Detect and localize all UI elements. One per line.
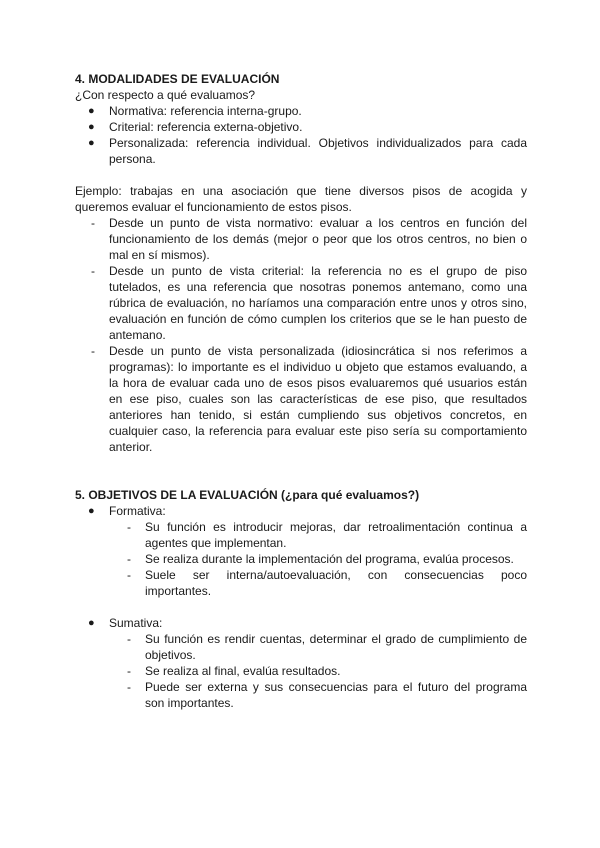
list-item: ● Normativa: referencia interna-grupo. xyxy=(88,104,302,118)
bullet-icon: ● xyxy=(88,505,95,517)
section-5-title: 5. OBJETIVOS DE LA EVALUACIÓN (¿para qué evaluamos?) xyxy=(75,488,420,502)
list-item xyxy=(75,503,527,519)
objetivos-list xyxy=(75,503,527,519)
list-item: - Su función es introducir mejoras, dar retroalimentación continua a agentes que implementan. xyxy=(127,520,527,550)
list-item: - Su función es rendir cuentas, determinar el grado de cumplimiento de objetivos. xyxy=(127,632,527,662)
sumativa-label: Sumativa: xyxy=(109,616,163,630)
dash-icon: - xyxy=(127,632,131,646)
list-item: ● Personalizada: referencia individual. Objetivos individualizados para cada persona. xyxy=(88,136,527,166)
section-4-question: ¿Con respecto a qué evaluamos? xyxy=(75,88,256,102)
dash-icon: - xyxy=(91,344,95,358)
section-4 xyxy=(75,71,527,455)
bullet-icon: ● xyxy=(88,137,95,149)
bullet-icon: ● xyxy=(88,105,95,117)
list-item: - Desde un punto de vista criterial: la referencia no es el grupo de piso tutelados, es una referencia que nosotras ponemos antemano, como una rúbrica de evaluación, no haríamos una comparación entre unos y otros sino, evaluación en función de cómo cumplen los criterios que se le han puesto de antemano. xyxy=(91,264,527,342)
bullet-icon: ● xyxy=(88,617,95,629)
dash-icon: - xyxy=(127,520,131,534)
example-intro: Ejemplo: trabajas en una asociación que tiene diversos pisos de acogida y queremos evaluar el funcionamiento de estos pisos. xyxy=(75,184,527,214)
example-list xyxy=(75,215,527,455)
list-item: - Se realiza durante la implementación del programa, evalúa procesos. xyxy=(127,552,514,566)
section-5 xyxy=(75,487,527,711)
list-item: ● Criterial: referencia externa-objetivo. xyxy=(88,120,303,134)
bullet-icon: ● xyxy=(88,121,95,133)
modalidades-list xyxy=(75,103,527,167)
list-item xyxy=(75,615,527,631)
formativa-label: Formativa: xyxy=(109,504,166,518)
objetivos-list-2 xyxy=(75,615,527,631)
list-item: - Desde un punto de vista normativo: evaluar a los centros en función del funcionamiento de los demás (mejor o peor que los otros centros, no bien o mal en sí mismos). xyxy=(91,216,527,262)
list-item: - Puede ser externa y sus consecuencias para el futuro del programa son importantes. xyxy=(127,680,527,710)
dash-icon: - xyxy=(127,664,131,678)
dash-icon: - xyxy=(91,264,95,278)
dash-icon: - xyxy=(127,680,131,694)
list-item: - Suele ser interna/autoevaluación, con consecuencias poco importantes. xyxy=(127,568,527,598)
dash-icon: - xyxy=(127,552,131,566)
dash-icon: - xyxy=(91,216,95,230)
list-item: - Se realiza al final, evalúa resultados. xyxy=(127,664,341,678)
dash-icon: - xyxy=(127,568,131,582)
formativa-sublist xyxy=(75,519,527,599)
section-4-title: 4. MODALIDADES DE EVALUACIÓN xyxy=(75,72,280,86)
sumativa-sublist xyxy=(75,631,527,711)
list-item: - Desde un punto de vista personalizada (idiosincrática si nos referimos a programas): lo importante es el individuo u objeto que estamos evaluando, a la hora de evaluar cada uno de esos pisos evaluaremos qué usuarios están en ese piso, cuales son las características de ese piso, que resultados anteriores han tenido, si están cumpliendo sus objetivos concretos, en cualquier caso, la referencia para evaluar este piso sería su comportamiento anterior. xyxy=(91,344,527,454)
